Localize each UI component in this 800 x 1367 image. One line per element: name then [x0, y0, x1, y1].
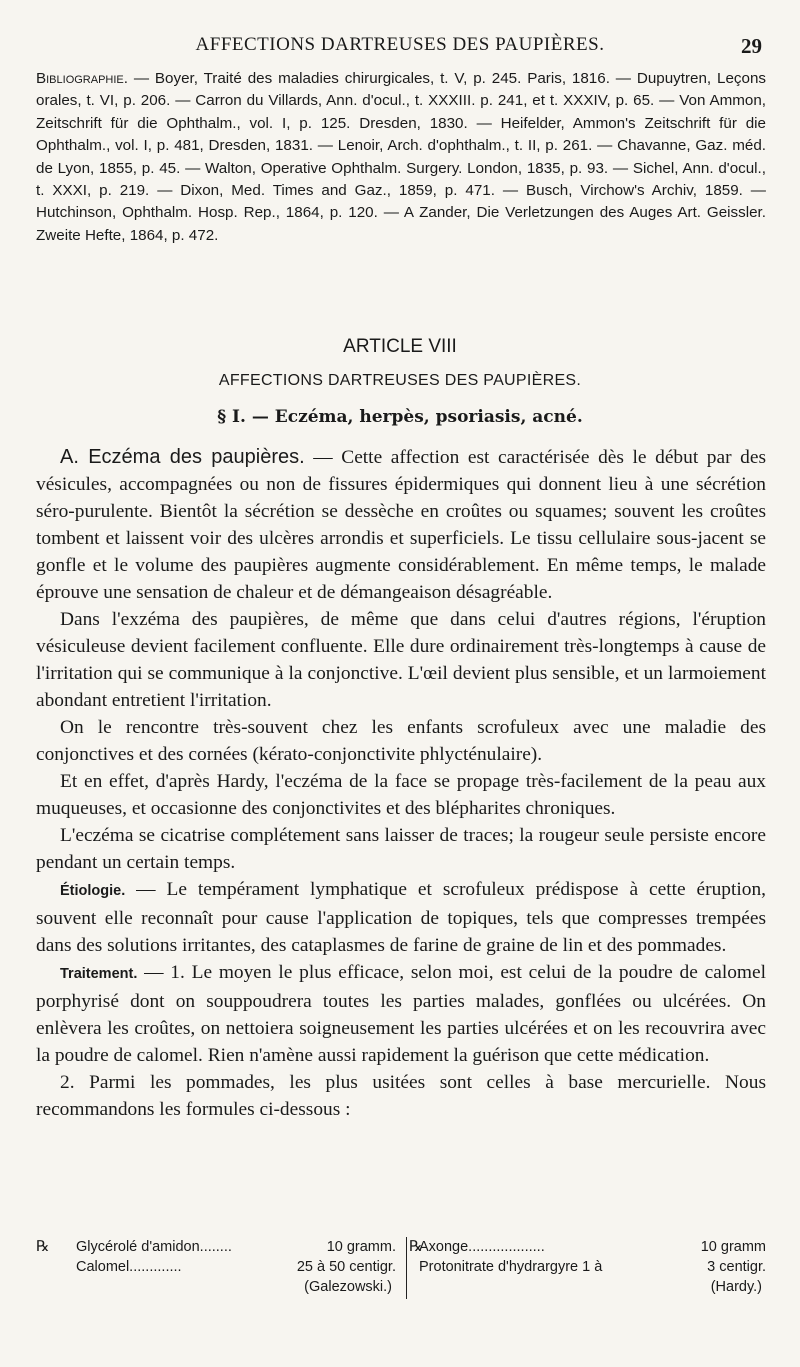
- paragraph-eruption: Dans l'exzéma des paupières, de même que dans celui d'autres régions, l'éruption vésiculeuse devient facilement confluente. Elle dure ordinairement très-longtemps à cause de l'irritation qui se communique à la conjonctive. L'œil devient plus sensible, et un larmoiement abondant entretient l'irritation.: [36, 609, 766, 711]
- formula-row: [419, 1257, 766, 1277]
- paragraph-eczema-text: — Cette affection est caractérisée dès le début par des vésicules, accompagnées ou non de fissures épidermiques qui donnent lieu à une sécrétion séro-purulente. Bientôt la sécrétion se dessèche en croûtes ou squames; souvent les croûtes tombent et laissent voir des ulcères arrondis et superficiels. Le tissu cellulaire sous-jacent se gonfle et le volume des paupières augmente considérablement. En même temps, le malade éprouve une sensation de chaleur et de démangeaison désagréable.: [36, 447, 766, 603]
- page-number: 29: [741, 34, 762, 58]
- paragraph-scrofulous: On le rencontre très-souvent chez les enfants scrofuleux avec une maladie des conjonctives et des cornées (kérato-conjonctivite phlycténulaire).: [36, 717, 766, 765]
- article-subtitle: AFFECTIONS DARTREUSES DES PAUPIÈRES.: [218, 372, 582, 389]
- body-text: [36, 444, 766, 1123]
- etiologie-text: — Le tempérament lymphatique et scrofuleux prédispose à cette éruption, souvent elle reconnaît pour cause l'application de topiques, tels que compresses trempées dans des solutions irritantes, des cataplasmes de farine de graine de lin et des pommades.: [36, 879, 766, 956]
- formula-row: [76, 1257, 396, 1277]
- article-title: ARTICLE VIII: [343, 336, 457, 357]
- traitement-text: — 1. Le moyen le plus efficace, selon moi, est celui de la poudre de calomel porphyrisé dont on souppoudrera toutes les parties malades, gonflées ou ulcérées. On enlèvera les croûtes, on nettoiera soigneusement les parties ulcérées et on les recouvrira avec la poudre de calomel. Rien n'amène aussi rapidement la guérison que cette médication.: [36, 962, 766, 1066]
- etiologie-lead: Étiologie.: [60, 883, 126, 899]
- paragraph-eczema-lead: A. Eczéma des paupières.: [60, 446, 305, 468]
- paragraph-pommades: 2. Parmi les pommades, les plus usitées sont celles à base mercurielle. Nous recommandons les formules ci-dessous :: [36, 1072, 766, 1120]
- paragraph-traitement: [36, 959, 766, 1069]
- paragraph-etiologie: [36, 876, 766, 959]
- bibliography-paragraph: [36, 68, 766, 247]
- paragraph-hardy: Et en effet, d'après Hardy, l'eczéma de la face se propage très-facilement de la peau aux muqueuses, et occasionne des conjonctivites et des blépharites chroniques.: [36, 771, 766, 819]
- recipe-symbol: ℞: [36, 1238, 50, 1255]
- ingredient-name: Axonge...................: [419, 1239, 545, 1255]
- ingredient-amount: 10 gramm.: [326, 1239, 396, 1255]
- ingredient-amount: 10 gramm: [700, 1239, 766, 1255]
- formula-source: (Galezowski.): [304, 1279, 392, 1295]
- formula-source: (Hardy.): [710, 1279, 762, 1295]
- running-head: [0, 34, 800, 64]
- recipe-symbol: ℞: [409, 1238, 423, 1255]
- ingredient-name: Glycérolé d'amidon........: [76, 1239, 232, 1255]
- section-heading: § I. — Eczéma, herpès, psoriasis, acné.: [217, 407, 583, 427]
- formula-galezowski: [36, 1237, 396, 1297]
- column-divider: [406, 1237, 407, 1299]
- ingredient-name: Protonitrate d'hydrargyre 1 à: [419, 1259, 603, 1275]
- formula-hardy: [409, 1237, 766, 1297]
- paragraph-eczema: [36, 444, 766, 606]
- formulas-block: [36, 1237, 766, 1323]
- formula-row: [419, 1237, 766, 1257]
- bibliography-text: — Boyer, Traité des maladies chirurgicales, t. V, p. 245. Paris, 1816. — Dupuytren, Leçons orales, t. VI, p. 206. — Carron du Villards, Ann. d'ocul., t. XXXIII. p. 241, et t. XXXIV, p. 65. — Von Ammon, Zeitschrift für die Ophthalm., vol. I, p. 125. Dresden, 1830. — Heifelder, Ammon's Zeitschrift für die Ophthalm., vol. I, p. 481, Dresden, 1831. — Lenoir, Arch. d'ophthalm., t. II, p. 261. — Chavanne, Gaz. méd. de Lyon, 1855, p. 45. — Walton, Operative Ophthalm. Surgery. London, 1835, p. 93. — Sichel, Ann. d'ocul., t. XXXI, p. 219. — Dixon, Med. Times and Gaz., 1859, p. 471. — Busch, Virchow's Archiv, 1859. — Hutchinson, Ophthalm. Hosp. Rep., 1864, p. 120. — A Zander, Die Verletzungen des Auges Art. Geissler. Zweite Hefte, 1864, p. 472.: [36, 70, 766, 244]
- paragraph-cicatrisation: L'eczéma se cicatrise complétement sans laisser de traces; la rougeur seule persiste encore pendant un certain temps.: [36, 825, 766, 873]
- formula-row: [76, 1237, 396, 1257]
- traitement-lead: Traitement.: [60, 966, 138, 982]
- ingredient-amount: 25 à 50 centigr.: [296, 1259, 396, 1275]
- ingredient-amount: 3 centigr.: [707, 1259, 766, 1275]
- bibliography-lead: Bibliographie.: [36, 70, 128, 87]
- running-head-title: AFFECTIONS DARTREUSES DES PAUPIÈRES.: [195, 34, 605, 55]
- ingredient-name: Calomel.............: [76, 1259, 182, 1275]
